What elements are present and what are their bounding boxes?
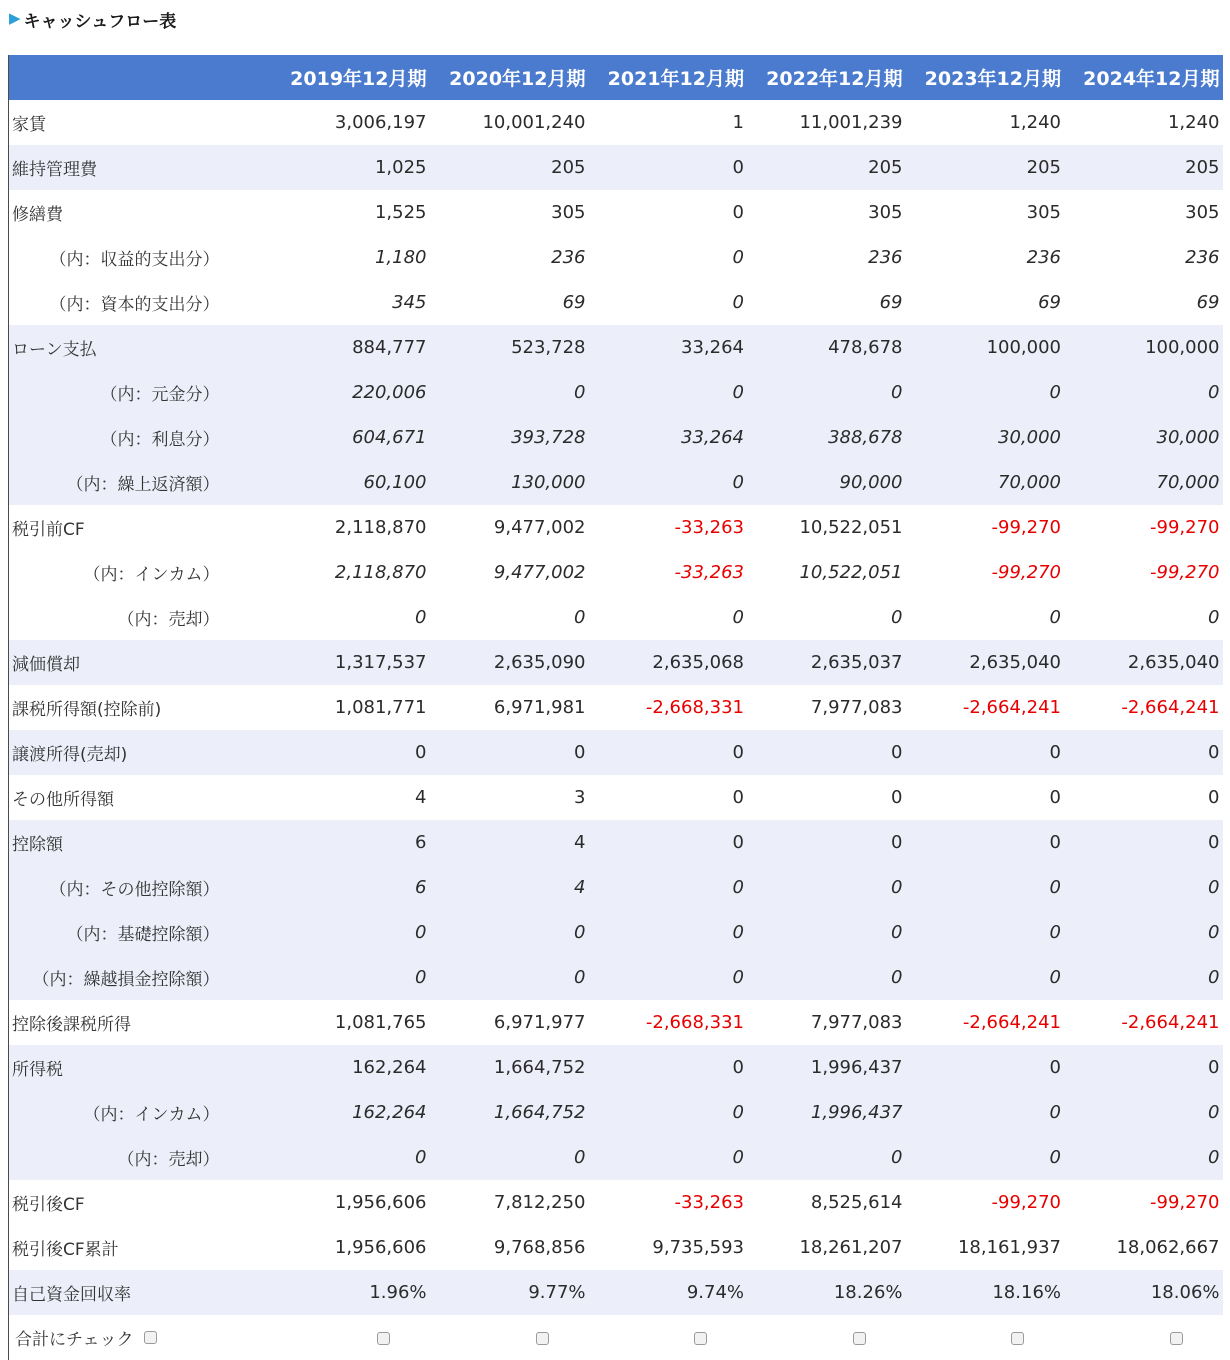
cell-value: 1,081,771 bbox=[334, 697, 427, 718]
cell-value: 236 bbox=[1185, 247, 1220, 268]
cell-value: 0 bbox=[415, 1147, 427, 1168]
row-sublabel: （内：売却） bbox=[117, 610, 220, 630]
cell-value: 0 bbox=[574, 607, 586, 628]
row-label: 課税所得額(控除前) bbox=[12, 700, 162, 720]
cell-value: 205 bbox=[1185, 157, 1220, 178]
table-row bbox=[9, 1225, 1223, 1270]
table-row bbox=[9, 1045, 1223, 1090]
cell-value: 305 bbox=[1185, 202, 1220, 223]
cell-value: 0 bbox=[732, 967, 744, 988]
cell-value: 10,001,240 bbox=[482, 112, 586, 133]
cell-value: 11,001,239 bbox=[799, 112, 903, 133]
cell-value: -99,270 bbox=[991, 562, 1061, 583]
cell-value: 1.96% bbox=[369, 1282, 427, 1303]
cell-value: 0 bbox=[732, 247, 744, 268]
cell-value: 2,635,040 bbox=[969, 652, 1061, 673]
cell-value: 6 bbox=[415, 832, 427, 853]
cell-value: 2,635,037 bbox=[810, 652, 903, 673]
column-checkbox[interactable] bbox=[536, 1332, 549, 1345]
row-label: 控除後課税所得 bbox=[12, 1015, 131, 1035]
cell-value: 7,812,250 bbox=[493, 1192, 586, 1213]
cell-value: 162,264 bbox=[352, 1057, 427, 1078]
row-sublabel: （内：利息分） bbox=[100, 430, 220, 450]
table-row bbox=[9, 1000, 1223, 1045]
cell-value: 0 bbox=[1208, 832, 1220, 853]
table-row bbox=[9, 775, 1223, 820]
cell-value: 70,000 bbox=[998, 472, 1061, 493]
cell-value: -99,270 bbox=[991, 517, 1061, 538]
cell-value: 0 bbox=[1208, 877, 1220, 898]
row-label: 修繕費 bbox=[12, 205, 63, 225]
cell-value: 0 bbox=[732, 382, 744, 403]
cell-value: 1,317,537 bbox=[334, 652, 427, 673]
cell-value: -2,664,241 bbox=[962, 697, 1061, 718]
check-all-checkbox[interactable] bbox=[144, 1331, 157, 1344]
row-sublabel: （内：インカム） bbox=[83, 565, 220, 585]
table-row bbox=[9, 820, 1223, 865]
cell-value: 0 bbox=[732, 157, 744, 178]
cell-value: 1,081,765 bbox=[334, 1012, 427, 1033]
cell-value: 33,264 bbox=[681, 427, 744, 448]
cell-value: 2,635,040 bbox=[1127, 652, 1220, 673]
cell-value: 0 bbox=[891, 967, 903, 988]
cell-value: 0 bbox=[1208, 1102, 1220, 1123]
column-header: 2021年12月期 bbox=[589, 55, 748, 100]
table-row bbox=[9, 415, 1223, 460]
cell-value: 884,777 bbox=[352, 337, 427, 358]
cell-value: 10,522,051 bbox=[799, 517, 903, 538]
cell-value: 0 bbox=[732, 1057, 744, 1078]
check-row-label: 合計にチェック bbox=[15, 1330, 134, 1350]
cell-value: 0 bbox=[415, 922, 427, 943]
cell-value: 0 bbox=[574, 1147, 586, 1168]
cell-value: 3,006,197 bbox=[334, 112, 427, 133]
cell-value: 6,971,981 bbox=[493, 697, 586, 718]
column-header: 2023年12月期 bbox=[906, 55, 1065, 100]
cell-value: 0 bbox=[891, 1147, 903, 1168]
cell-value: -33,263 bbox=[674, 517, 744, 538]
column-checkbox[interactable] bbox=[1011, 1332, 1024, 1345]
cell-value: 60,100 bbox=[363, 472, 427, 493]
row-sublabel: （内：基礎控除額） bbox=[66, 925, 220, 945]
cell-value: 0 bbox=[1208, 1057, 1220, 1078]
row-label: 減価償却 bbox=[12, 655, 80, 675]
cell-value: -99,270 bbox=[991, 1192, 1061, 1213]
cell-value: 0 bbox=[1049, 787, 1061, 808]
cell-value: 9,768,856 bbox=[493, 1237, 586, 1258]
cell-value: 0 bbox=[415, 607, 427, 628]
row-label: 税引後CF bbox=[12, 1195, 85, 1215]
cell-value: 236 bbox=[868, 247, 903, 268]
cell-value: 2,635,068 bbox=[652, 652, 744, 673]
cell-value: 0 bbox=[891, 607, 903, 628]
table-row bbox=[9, 595, 1223, 640]
header-row bbox=[9, 55, 1223, 100]
cell-value: -2,668,331 bbox=[645, 697, 744, 718]
cell-value: 1,180 bbox=[374, 247, 427, 268]
row-sublabel: （内：元金分） bbox=[100, 385, 220, 405]
cell-value: 0 bbox=[732, 922, 744, 943]
table-row bbox=[9, 730, 1223, 775]
cell-value: 0 bbox=[1049, 382, 1061, 403]
table-row bbox=[9, 640, 1223, 685]
row-label: 譲渡所得(売却) bbox=[12, 745, 128, 765]
cell-value: 205 bbox=[1026, 157, 1061, 178]
row-label: 家賃 bbox=[12, 115, 46, 135]
cell-value: 69 bbox=[562, 292, 586, 313]
cell-value: 4 bbox=[574, 877, 586, 898]
table-row bbox=[9, 685, 1223, 730]
cell-value: 0 bbox=[1208, 922, 1220, 943]
cell-value: 1,664,752 bbox=[493, 1102, 586, 1123]
column-header: 2022年12月期 bbox=[747, 55, 906, 100]
cell-value: 0 bbox=[891, 922, 903, 943]
cell-value: 0 bbox=[1049, 922, 1061, 943]
cell-value: 18.06% bbox=[1150, 1282, 1220, 1303]
cell-value: 6 bbox=[415, 877, 427, 898]
cell-value: 0 bbox=[891, 382, 903, 403]
cell-value: 0 bbox=[1049, 742, 1061, 763]
cell-value: 1,240 bbox=[1167, 112, 1220, 133]
column-checkbox[interactable] bbox=[694, 1332, 707, 1345]
cell-value: 0 bbox=[1208, 742, 1220, 763]
cell-value: 162,264 bbox=[352, 1102, 427, 1123]
cell-value: 0 bbox=[1208, 787, 1220, 808]
cell-value: 0 bbox=[1049, 1102, 1061, 1123]
cell-value: 1,525 bbox=[374, 202, 427, 223]
cell-value: 0 bbox=[732, 1102, 744, 1123]
cell-value: 388,678 bbox=[828, 427, 903, 448]
cell-value: 69 bbox=[1038, 292, 1061, 313]
cell-value: 9,477,002 bbox=[493, 562, 586, 583]
cell-value: 305 bbox=[1026, 202, 1061, 223]
cell-value: 18.26% bbox=[833, 1282, 903, 1303]
cell-value: 18.16% bbox=[992, 1282, 1061, 1303]
cell-value: 69 bbox=[879, 292, 903, 313]
cell-value: 0 bbox=[1208, 967, 1220, 988]
cell-value: 305 bbox=[868, 202, 903, 223]
table-row bbox=[9, 550, 1223, 595]
column-checkbox[interactable] bbox=[377, 1332, 390, 1345]
cell-value: 6,971,977 bbox=[493, 1012, 586, 1033]
cell-value: 0 bbox=[732, 742, 744, 763]
cell-value: 0 bbox=[732, 202, 744, 223]
cell-value: 0 bbox=[1049, 967, 1061, 988]
cell-value: -2,668,331 bbox=[645, 1012, 744, 1033]
table-row bbox=[9, 235, 1223, 280]
page-title-text: キャッシュフロー表 bbox=[23, 12, 177, 32]
cell-value: 1,240 bbox=[1009, 112, 1061, 133]
cell-value: 0 bbox=[732, 292, 744, 313]
cell-value: 205 bbox=[868, 157, 903, 178]
cell-value: 523,728 bbox=[511, 337, 586, 358]
cell-value: 0 bbox=[732, 787, 744, 808]
cell-value: 0 bbox=[1049, 832, 1061, 853]
row-sublabel: （内：収益的支出分） bbox=[49, 250, 220, 270]
table-row bbox=[9, 1180, 1223, 1225]
cell-value: 0 bbox=[732, 877, 744, 898]
header-corner-cell bbox=[9, 55, 272, 100]
column-header: 2019年12月期 bbox=[272, 55, 431, 100]
cell-value: 0 bbox=[415, 967, 427, 988]
cell-value: 18,261,207 bbox=[799, 1237, 903, 1258]
cell-value: 100,000 bbox=[1145, 337, 1220, 358]
table-row bbox=[9, 100, 1223, 145]
cell-value: -33,263 bbox=[674, 562, 744, 583]
cell-value: 9,477,002 bbox=[493, 517, 586, 538]
cell-value: 0 bbox=[1049, 1057, 1061, 1078]
cell-value: 1 bbox=[732, 112, 744, 133]
row-sublabel: （内：その他控除額） bbox=[49, 880, 220, 900]
cell-value: 1,996,437 bbox=[810, 1102, 903, 1123]
cell-value: 0 bbox=[574, 382, 586, 403]
cell-value: 0 bbox=[1049, 607, 1061, 628]
cell-value: 130,000 bbox=[511, 472, 586, 493]
cell-value: 0 bbox=[1208, 607, 1220, 628]
table-row bbox=[9, 505, 1223, 550]
cell-value: 18,062,667 bbox=[1116, 1237, 1220, 1258]
cell-value: 0 bbox=[891, 787, 903, 808]
cell-value: 18,161,937 bbox=[957, 1237, 1061, 1258]
cell-value: 0 bbox=[574, 967, 586, 988]
row-label: 維持管理費 bbox=[12, 160, 97, 180]
cell-value: 0 bbox=[1208, 1147, 1220, 1168]
cell-value: 1,025 bbox=[374, 157, 427, 178]
cell-value: 0 bbox=[1049, 1147, 1061, 1168]
cell-value: 0 bbox=[732, 832, 744, 853]
cell-value: 4 bbox=[574, 832, 586, 853]
cell-value: 236 bbox=[1026, 247, 1061, 268]
row-label: ローン支払 bbox=[12, 340, 97, 360]
cell-value: 33,264 bbox=[681, 337, 744, 358]
cell-value: 1,956,606 bbox=[334, 1237, 427, 1258]
table-row bbox=[9, 1135, 1223, 1180]
play-triangle-icon: ▶ bbox=[9, 9, 21, 27]
cell-value: 0 bbox=[732, 472, 744, 493]
row-label: その他所得額 bbox=[12, 790, 114, 810]
cell-value: 1,996,437 bbox=[810, 1057, 903, 1078]
table-row bbox=[9, 280, 1223, 325]
cell-value: 205 bbox=[551, 157, 586, 178]
column-checkbox[interactable] bbox=[1170, 1332, 1183, 1345]
cell-value: 90,000 bbox=[839, 472, 903, 493]
table-row bbox=[9, 865, 1223, 910]
cell-value: -99,270 bbox=[1150, 1192, 1220, 1213]
check-all-row bbox=[9, 1315, 1223, 1360]
row-sublabel: （内：繰上返済額） bbox=[66, 475, 220, 495]
table-row bbox=[9, 325, 1223, 370]
row-sublabel: （内：繰越損金控除額） bbox=[32, 970, 220, 990]
cell-value: -2,664,241 bbox=[962, 1012, 1061, 1033]
cell-value: 305 bbox=[551, 202, 586, 223]
cell-value: 236 bbox=[551, 247, 586, 268]
cell-value: 69 bbox=[1196, 292, 1220, 313]
cell-value: 0 bbox=[574, 742, 586, 763]
page-title bbox=[0, 0, 1230, 55]
table-row bbox=[9, 460, 1223, 505]
cell-value: 30,000 bbox=[998, 427, 1061, 448]
cell-value: 7,977,083 bbox=[810, 697, 903, 718]
row-label: 所得税 bbox=[12, 1060, 63, 1080]
column-checkbox[interactable] bbox=[853, 1332, 866, 1345]
cell-value: 9.74% bbox=[686, 1282, 744, 1303]
cell-value: 30,000 bbox=[1156, 427, 1220, 448]
table-row bbox=[9, 955, 1223, 1000]
cell-value: 2,118,870 bbox=[334, 517, 427, 538]
row-label: 税引後CF累計 bbox=[12, 1240, 119, 1260]
table-row bbox=[9, 1090, 1223, 1135]
cell-value: 8,525,614 bbox=[810, 1192, 903, 1213]
row-sublabel: （内：資本的支出分） bbox=[49, 295, 220, 315]
cell-value: 478,678 bbox=[828, 337, 903, 358]
cell-value: 0 bbox=[574, 922, 586, 943]
cell-value: 9,735,593 bbox=[652, 1237, 744, 1258]
cell-value: 1,664,752 bbox=[493, 1057, 586, 1078]
cell-value: -33,263 bbox=[674, 1192, 744, 1213]
cell-value: 0 bbox=[891, 877, 903, 898]
cell-value: 9.77% bbox=[528, 1282, 586, 1303]
cell-value: -2,664,241 bbox=[1121, 1012, 1220, 1033]
table-row bbox=[9, 910, 1223, 955]
cell-value: 220,006 bbox=[352, 382, 427, 403]
row-label: 自己資金回収率 bbox=[12, 1285, 131, 1305]
cell-value: 0 bbox=[732, 1147, 744, 1168]
table-row bbox=[9, 370, 1223, 415]
row-label: 控除額 bbox=[12, 835, 63, 855]
cell-value: 0 bbox=[1208, 382, 1220, 403]
cell-value: 2,635,090 bbox=[493, 652, 586, 673]
row-label: 税引前CF bbox=[12, 520, 85, 540]
cell-value: 4 bbox=[415, 787, 427, 808]
table-row bbox=[9, 1270, 1223, 1315]
table-row bbox=[9, 190, 1223, 235]
cell-value: -99,270 bbox=[1150, 562, 1220, 583]
cell-value: 2,118,870 bbox=[334, 562, 427, 583]
cell-value: 393,728 bbox=[511, 427, 586, 448]
row-sublabel: （内：売却） bbox=[117, 1150, 220, 1170]
cell-value: 70,000 bbox=[1156, 472, 1220, 493]
cell-value: 0 bbox=[1049, 877, 1061, 898]
cashflow-table bbox=[8, 55, 1223, 1360]
cell-value: 3 bbox=[574, 787, 586, 808]
column-header: 2020年12月期 bbox=[430, 55, 589, 100]
cell-value: 10,522,051 bbox=[799, 562, 903, 583]
cell-value: 604,671 bbox=[352, 427, 427, 448]
column-header: 2024年12月期 bbox=[1064, 55, 1223, 100]
cell-value: 0 bbox=[891, 832, 903, 853]
cell-value: 100,000 bbox=[986, 337, 1061, 358]
cell-value: 0 bbox=[891, 742, 903, 763]
cell-value: 345 bbox=[392, 292, 427, 313]
cell-value: -99,270 bbox=[1150, 517, 1220, 538]
cell-value: 7,977,083 bbox=[810, 1012, 903, 1033]
table-row bbox=[9, 145, 1223, 190]
cell-value: -2,664,241 bbox=[1121, 697, 1220, 718]
row-sublabel: （内：インカム） bbox=[83, 1105, 220, 1125]
cell-value: 0 bbox=[415, 742, 427, 763]
cell-value: 0 bbox=[732, 607, 744, 628]
cell-value: 1,956,606 bbox=[334, 1192, 427, 1213]
